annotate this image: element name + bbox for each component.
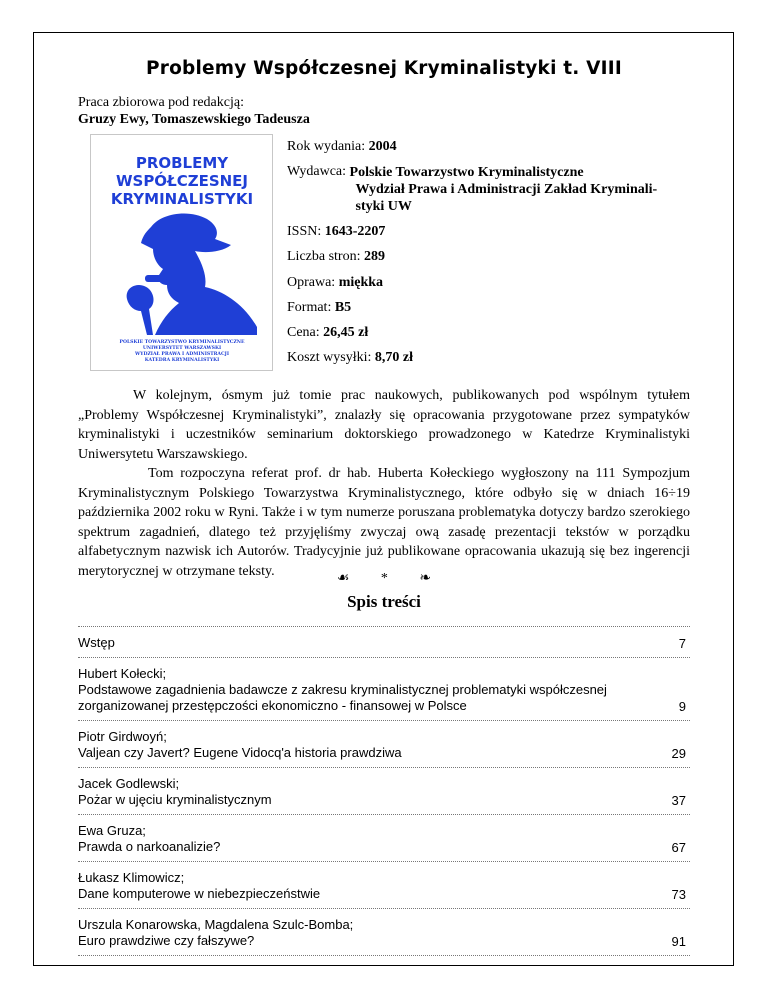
editors-names: Gruzy Ewy, Tomaszewskiego Tadeusza	[78, 112, 310, 127]
toc-entry-title: Euro prawdziwe czy fałszywe?	[78, 933, 255, 948]
fleuron-right-icon: ❧	[419, 571, 432, 586]
toc-entry-author: Ewa Gruza;	[78, 823, 146, 838]
toc-heading: Spis treści	[347, 592, 421, 611]
toc-entry-title: Dane komputerowe w niebezpieczeństwie	[78, 886, 321, 901]
issn-value: 1643-2207	[324, 224, 386, 239]
pages-value: 289	[363, 249, 385, 264]
table-of-contents	[78, 626, 690, 956]
cover-footer-line-3: WYDZIAŁ PRAWA I ADMINISTRACJI	[135, 352, 229, 357]
toc-entry	[78, 767, 690, 814]
toc-entry-page: 9	[678, 699, 686, 714]
toc-entry-page: 67	[671, 840, 686, 855]
toc-entry-page: 7	[678, 636, 686, 651]
asterisk: *	[380, 571, 388, 586]
cover-title-line-1: PROBLEMY	[135, 154, 229, 172]
sherlock-silhouette-icon	[127, 213, 257, 335]
shipping-value: 8,70 zł	[374, 350, 413, 365]
toc-entry	[78, 908, 690, 956]
publisher-row: Wydawca: Polskie Towarzystwo Kryminalistyczne Wydział Prawa i Administracji Zakład Kryminali- styki UW	[287, 164, 658, 214]
description-paragraph-1: W kolejnym, ósmym już tomie prac naukowych, publikowanych pod wspólnym tytułem „Problemy Współczesnej Kryminalistyki”, znalazły się opracowania przygotowane przez sympatyków kryminalistyki i uczestników seminarium doktorskiego prowadzonego w Katedrze Kryminalistyki Uniwersytetu Warszawskiego.	[78, 388, 690, 462]
editors-label: Praca zbiorowa pod redakcją:	[78, 95, 244, 110]
description	[78, 386, 690, 581]
toc-entry	[78, 626, 690, 657]
toc-entry-title: zorganizowanej przestępczości ekonomiczno - finansowej w Polsce	[78, 698, 467, 713]
binding-value: miękka	[338, 275, 384, 290]
page-title: Problemy Współczesnej Kryminalistyki t. VIII	[146, 58, 622, 79]
toc-entry-title: Valjean czy Javert? Eugene Vidocq'a historia prawdziwa	[78, 745, 402, 760]
price-value: 26,45 zł	[323, 325, 369, 340]
book-cover-image	[90, 134, 273, 371]
cover-title-line-3: KRYMINALISTYKI	[110, 190, 254, 208]
price-row: Cena: 26,45 zł	[287, 325, 369, 340]
publisher-value: Polskie Towarzystwo Kryminalistyczne Wydział Prawa i Administracji Zakład Kryminali- styki UW	[349, 165, 658, 214]
toc-entry-page: 29	[671, 746, 686, 761]
issn-row: ISSN: 1643-2207	[287, 224, 386, 239]
toc-entry-title: Pożar w ujęciu kryminalistycznym	[78, 792, 272, 807]
description-paragraph-2: Tom rozpoczyna referat prof. dr hab. Huberta Kołeckiego wygłoszony na 111 Sympozjum Kryminalistycznym Polskiego Towarzystwa Kryminalistycznego, które odbyło się w dniach 16÷19 października 2002 roku w Ryni. Także i w tym numerze poruszana problematyka dotyczy bardzo szerokiego spektrum zagadnień, dlatego też przyjęliśmy zwyczaj ową zasadę prezentacji tekstów w porządku alfabetycznym nazwisk ich Autorów. Tradycyjnie już publikowane opracowania ukazują się bez ingerencji merytorycznej w otrzymane teksty.	[78, 466, 690, 579]
format-value: B5	[334, 300, 352, 315]
toc-entry-page: 73	[671, 887, 686, 902]
fleuron-left-icon: ☙	[336, 571, 350, 586]
toc-entry-author: Łukasz Klimowicz;	[78, 870, 185, 885]
toc-entry-page: 91	[671, 934, 686, 949]
toc-entry	[78, 861, 690, 908]
cover-footer-line-1: POLSKIE TOWARZYSTWO KRYMINALISTYCZNE	[119, 340, 245, 345]
editors-block	[78, 94, 310, 128]
toc-entry-author: Jacek Godlewski;	[78, 776, 180, 791]
toc-entry-title: Podstawowe zagadnienia badawcze z zakresu kryminalistycznej problematyki współczesnej	[78, 682, 607, 697]
pages-row: Liczba stron: 289	[287, 249, 385, 264]
year-value: 2004	[368, 139, 397, 154]
toc-entry-page: 37	[671, 793, 686, 808]
format-row: Format: B5	[287, 300, 352, 315]
year-row: Rok wydania: 2004	[287, 139, 397, 154]
toc-entry-author: Piotr Girdwoyń;	[78, 729, 167, 744]
cover-footer-line-4: KATEDRA KRYMINALISTYKI	[144, 358, 220, 363]
ornament-divider	[0, 570, 768, 587]
cover-footer-line-2: UNIWERSYTET WARSZAWSKI	[142, 346, 222, 351]
toc-entry	[78, 814, 690, 861]
toc-entry-author: Hubert Kołecki;	[78, 666, 167, 681]
binding-row: Oprawa: miękka	[287, 275, 384, 290]
cover-title-line-2: WSPÓŁCZESNEJ	[115, 172, 249, 190]
toc-entry	[78, 720, 690, 767]
toc-entry	[78, 657, 690, 720]
toc-entry-title: Wstęp	[78, 635, 115, 650]
shipping-row: Koszt wysyłki: 8,70 zł	[287, 350, 413, 365]
toc-entry-title: Prawda o narkoanalizie?	[78, 839, 221, 854]
toc-entry-author: Urszula Konarowska, Magdalena Szulc-Bomba;	[78, 917, 354, 932]
